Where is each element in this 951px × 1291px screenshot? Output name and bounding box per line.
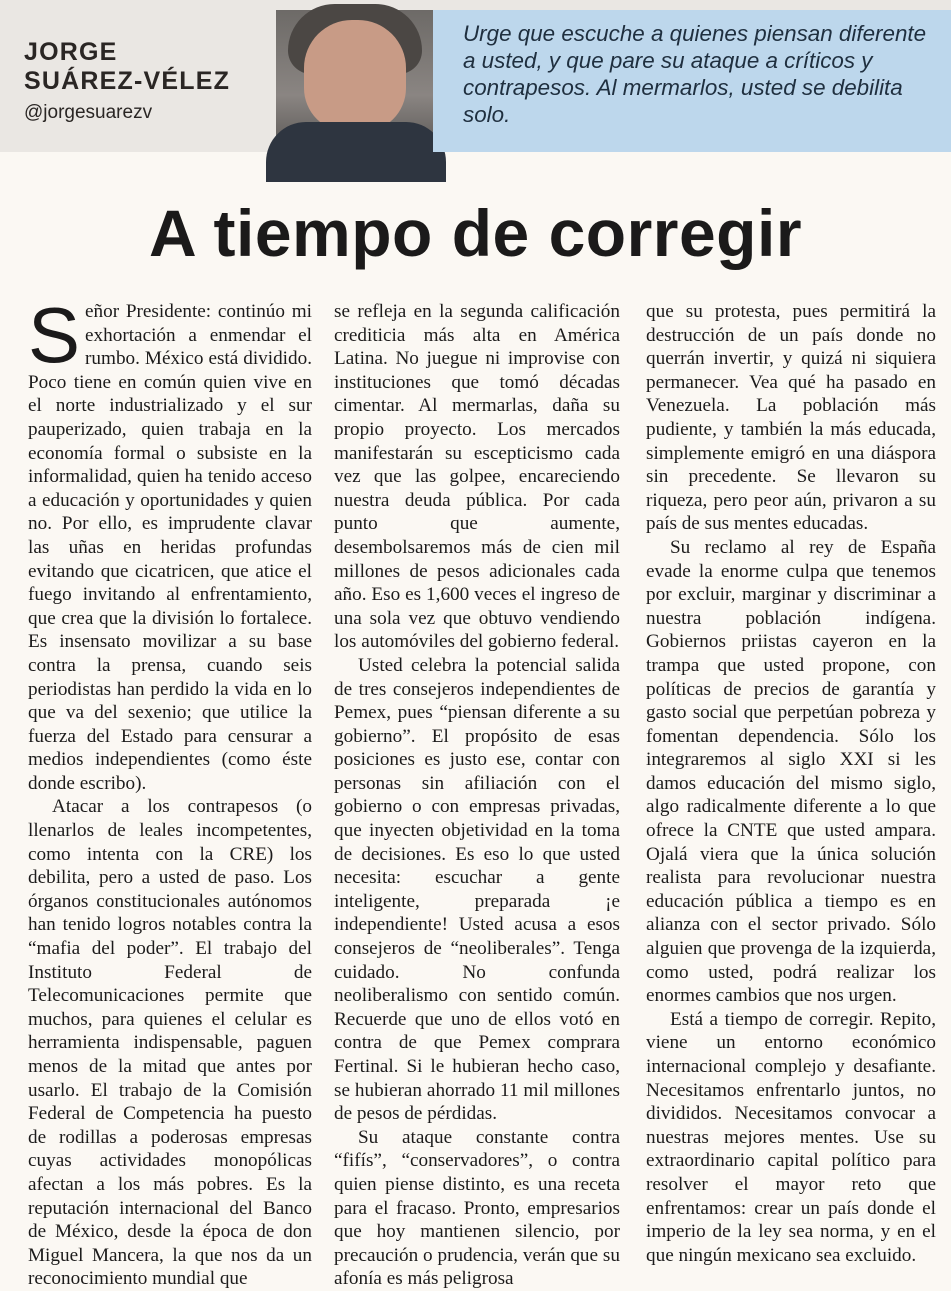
pull-quote: Urge que escuche a quienes piensan diferente a usted, y que pare su ataque a críticos y contrapesos. Al mermarlos, usted se debilita solo. [463, 21, 927, 127]
paragraph-4-continued: que su protesta, pues permitirá la destrucción de un país donde no querrán invertir, y quizá ni siquiera permanecer. Vea qué ha pasado en Venezuela. La población más pudiente, y también la más educada, simplemente emigró en una diáspora sin precedente. Se llevaron su riqueza, pero peor aún, privaron a su país de sus mentes educadas. [646, 301, 936, 535]
paragraph-5: Su reclamo al rey de España evade la enorme culpa que tenemos por excluir, marginar y discriminar a nuestra población indígena. Gobiernos priistas cayeron en la trampa que usted propone, con políticas de precios de garantía y gasto social que perpetúan pobreza y fomentan dependencia. Sólo los integraremos al siglo XXI si les damos educación del mismo siglo, algo radicalmente diferente a lo que ofrece la CNTE que usted ampara. Ojalá viera que la única solución realista para revolucionar nuestra educación pública a tiempo es en alianza con el sector privado. Sólo alguien que provenga de la izquierda, como usted, podrá realizar los enormes cambios que nos urgen. [646, 536, 936, 1007]
author-block [24, 38, 264, 126]
paragraph-1 [28, 291, 312, 795]
paragraph-2: Atacar a los contrapesos (o llenarlos de leales incompetentes, como intenta con la CRE) los debilita, pero a usted de paso. Los órganos constitucionales autónomos han tenido logros notables contra la “mafia del poder”. El trabajo del Instituto Federal de Telecomunicaciones permite que muchos, para quienes el celular es herramienta indispensable, paguen menos de la mitad que antes por usarlo. El trabajo de la Comisión Federal de Competencia ha puesto de rodillas a poderosas empresas cuyas actividades monopólicas afectan a los más pobres. Es la reputación internacional del Banco de México, desde la época de don Miguel Mancera, la que nos da un reconocimiento mundial que [28, 796, 312, 1290]
paragraph-2-continued: se refleja en la segunda calificación crediticia más alta en América Latina. No juegue ni improvise con instituciones que tomó décadas cimentar. Al mermarlas, daña su propio proyecto. Los mercados manifestarán su escepticismo cada vez que las golpee, encareciendo nuestra deuda pública. Por cada punto que aumente, desembolsaremos más de cien mil millones de pesos adicionales cada año. Eso es 1,600 veces el ingreso de una sola vez que obtuvo vendiendo los automóviles del gobierno federal. [334, 301, 620, 653]
article-title: A tiempo de corregir [148, 196, 803, 270]
author-name-last: SUÁREZ-VÉLEZ [24, 67, 231, 95]
portrait-face [304, 20, 406, 132]
paragraph-3: Usted celebra la potencial salida de tres consejeros independientes de Pemex, pues “piensan diferente a su gobierno”. El propósito de esas posiciones es justo ese, contar con personas sin afiliación con el gobierno o con empresas privadas, que inyecten objetividad en la toma de decisiones. Es eso lo que usted necesita: escuchar a gente inteligente, preparada ¡e independiente! Usted acusa a esos consejeros de “neoliberales”. Tenga cuidado. No confunda neoliberalismo con sentido común. Recuerde que uno de ellos votó en contra de que Pemex comprara Fertinal. Si le hubieran hecho caso, se hubieran ahorrado 11 mil millones de pesos de pérdidas. [334, 654, 620, 1125]
column-header [0, 0, 951, 152]
pull-quote-box [433, 10, 951, 152]
author-portrait [276, 10, 433, 152]
author-handle[interactable]: @jorgesuarezv [24, 102, 153, 123]
paragraph-6: Está a tiempo de corregir. Repito, viene un entorno económico internacional complejo y desafiante. Necesitamos enfrentarlo juntos, no divididos. Necesitamos convocar a nuestras mejores mentes. Use su extraordinario capital político para resolver el mayor reto que enfrentamos: crear un país donde el imperio de la ley sea norma, y en el que ningún mexicano sea excluido. [646, 1008, 936, 1266]
paragraph-4: Su ataque constante contra “fifís”, “conservadores”, o contra quien piense distinto, es una receta para el fracaso. Pronto, empresarios que hoy mantienen silencio, por precaución o prudencia, verán que su afonía es más peligrosa [334, 1126, 620, 1290]
article-column-2 [334, 300, 620, 1290]
portrait-suit [266, 122, 446, 182]
article-column-1 [28, 291, 312, 1290]
article-column-3 [646, 300, 936, 1266]
paragraph-1-text: eñor Presidente: continúo mi exhortación a enmendar el rumbo. México está dividido. Poco tiene en común quien vive en el norte industrializado y el sur pauperizado, quien trabaja en la economía formal o subsiste en la informalidad, quien ha tenido acceso a educación y oportunidades y quien no. Por ello, es imprudente clavar las uñas en heridas profundas evitando que cicatricen, que atice el fuego invitando al enfrentamiento, que crea que la división lo fortalece. Es insensato movilizar a su base contra la prensa, cuando seis periodistas han perdido la vida en lo que va del sexenio; que utilice la fuerza del Estado para censurar a medios independientes (como éste donde escribo). [28, 301, 312, 794]
author-name-first: JORGE [24, 38, 118, 66]
drop-cap: S [28, 291, 81, 379]
